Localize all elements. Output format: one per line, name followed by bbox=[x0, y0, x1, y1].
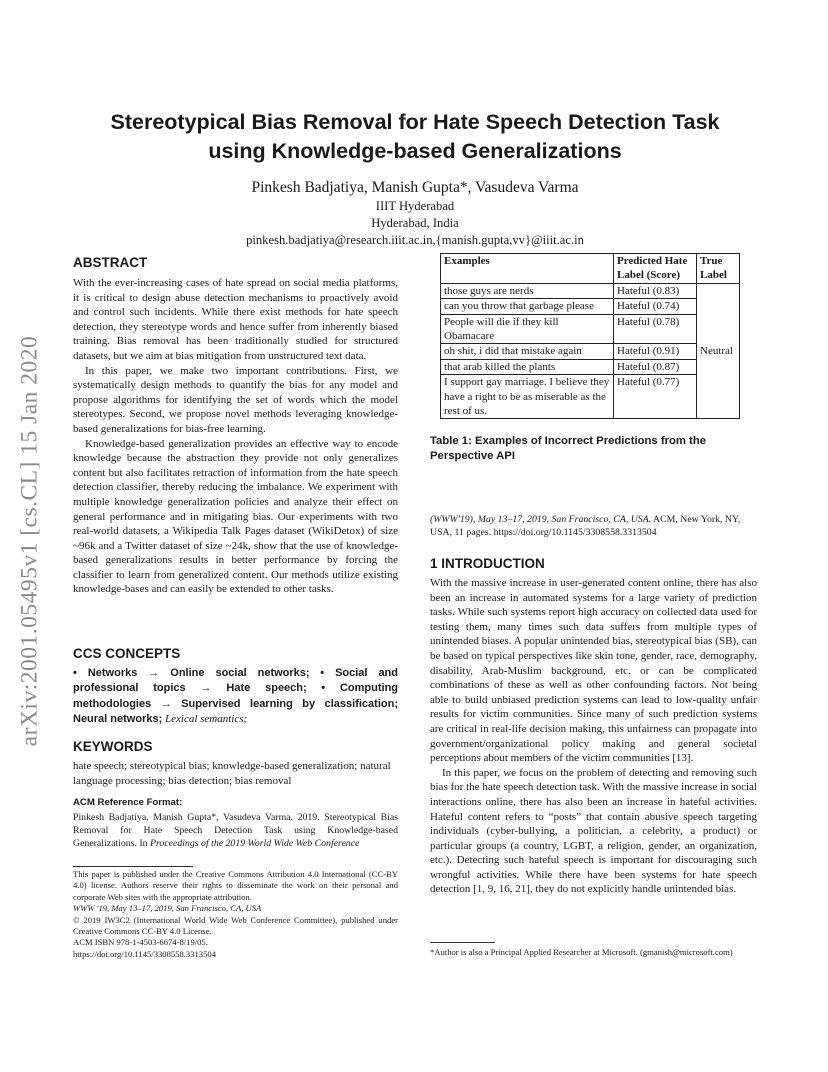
ccs-item: Neural networks; bbox=[73, 713, 163, 726]
table-cell-example: those guys are nerds bbox=[441, 283, 614, 298]
table-cell-example: that arab killed the plants bbox=[441, 359, 614, 374]
affiliation bbox=[60, 198, 770, 249]
title-line-2: using Knowledge-based Generalizations bbox=[208, 139, 622, 163]
table-row bbox=[441, 299, 740, 314]
acm-ref-continuation bbox=[430, 513, 757, 539]
footnote-divider bbox=[73, 866, 193, 867]
table-header-row bbox=[441, 254, 740, 284]
ccs-item: Lexical semantics; bbox=[165, 713, 248, 726]
table-cell-pred: Hateful (0.78) bbox=[614, 314, 697, 344]
keywords-heading: KEYWORDS bbox=[73, 739, 153, 754]
table-cell-pred: Hateful (0.87) bbox=[614, 359, 697, 374]
arxiv-stamp-text: arXiv:2001.05495v1 [cs.CL] 15 Jan 2020 bbox=[16, 335, 43, 747]
author-emails: pinkesh.badjatiya@research.iiit.ac.in,{manish.gupta,vv}@iiit.ac.in bbox=[246, 233, 584, 247]
table-row bbox=[441, 359, 740, 374]
intro-paragraph: With the massive increase in user-generated content online, there has also been an increase in automated systems for a large variety of prediction tasks. While such systems report high accuracy on collected data used for testing them, many times such data suffers from multiple types of unintended biases. A popular unintended bias, stereotypical bias (SB), can be based on typical perspectives like skin tone, gender, race, demography, disability, Arab-Muslim background, etc. or can be complicated combinations of these as well as other confounding factors. Not being able to build unbiased prediction systems can lead to low-quality unfair results for victim communities. Since many of such prediction systems are critical in real-life decision making, this unfairness can propagate into government/organizational policy making and general societal perceptions about members of the victim communities [13]. bbox=[430, 577, 757, 765]
intro-heading: 1 INTRODUCTION bbox=[430, 556, 545, 571]
license-text: This paper is published under the Creative Commons Attribution 4.0 International (CC-BY 4.0) license. Authors reserve their rights to disseminate the work on their personal and corporate Web sites with the appropriate attribution. bbox=[73, 869, 398, 902]
table-cell-example: oh shit, i did that mistake again bbox=[441, 344, 614, 359]
copyright-text: © 2019 IW3C2 (International World Wide Web Conference Committee), published under Creative Commons CC-BY 4.0 License. bbox=[73, 914, 398, 937]
table-cell-example: can you throw that garbage please bbox=[441, 299, 614, 314]
table-cell-pred: Hateful (0.74) bbox=[614, 299, 697, 314]
table-header: True Label bbox=[697, 254, 740, 284]
abstract-paragraph: Knowledge-based generalization provides an effective way to encode knowledge because the abstraction they provide not only generalizes content but also facilitates retraction of information from the hate speech detection classifier, thereby reducing the imbalance. We experiment with multiple knowledge generalization policies and analyze their effect on general performance and in mitigating bias. Our experiments with two real-world datasets, a Wikipedia Talk Pages dataset (WikiDetox) of size ~96k and a Twitter dataset of size ~24k, show that the use of knowledge-based generalizations results in better performance by forcing the classifier to learn from generalized content. Our methods utilize existing knowledge-bases and can easily be extended to other tasks. bbox=[73, 437, 398, 596]
table-row bbox=[441, 375, 740, 419]
arxiv-stamp bbox=[4, 296, 56, 786]
abstract-paragraph: With the ever-increasing cases of hate spread on social media platforms, it is critical to design abuse detection mechanisms to proactively avoid and control such incidents. While there exist methods for hate speech detection, they stereotype words and hence suffer from inherently biased training. Bias removal has been traditionally studied for structured datasets, but we aim at bias mitigation from unstructured text data. bbox=[73, 277, 398, 362]
isbn-text: ACM ISBN 978-1-4503-6674-8/19/05. bbox=[73, 937, 208, 948]
abstract-body bbox=[73, 276, 398, 597]
table-row bbox=[441, 344, 740, 359]
table-header: Predicted Hate Label (Score) bbox=[614, 254, 697, 284]
table-cell-example: I support gay marriage. I believe they have a right to be as miserable as the rest of us. bbox=[441, 375, 614, 419]
conference-line: WWW '19, May 13–17, 2019, San Francisco, CA, USA bbox=[73, 903, 262, 914]
title-line-1: Stereotypical Bias Removal for Hate Speech Detection Task bbox=[110, 110, 720, 134]
intro-paragraph: In this paper, we focus on the problem of detecting and removing such bias for the hate speech detection task. With the massive increase in social interactions online, there has also been an increase in hateful activities. Hateful content refers to “posts” that contain abusive speech targeting individuals (cyber-bullying, a politician, a celebrity, a product) or particular groups (a country, LGBT, a religion, gender, an organization, etc.). Detecting such hateful speech is important for discouraging such wrongful activities. While there have been systems for hate speech detection [1, 9, 16, 21], they do not explicitly handle unintended bias. bbox=[430, 766, 757, 896]
table-row bbox=[441, 283, 740, 298]
table-cell-example: People will die if they kill Obamacare bbox=[441, 314, 614, 344]
footnote-divider bbox=[430, 942, 495, 943]
ccs-concepts bbox=[73, 666, 398, 728]
abstract-paragraph: In this paper, we make two important contributions. First, we systematically design methods to quantify the bias for any model and propose algorithms for identifying the set of words which the model stereotypes. Second, we propose novel methods leveraging knowledge-based generalizations for bias-free learning. bbox=[73, 364, 398, 435]
authors: Pinkesh Badjatiya, Manish Gupta*, Vasudeva Varma bbox=[251, 179, 579, 196]
ccs-item: • Social and professional topics → Hate speech; bbox=[73, 667, 398, 695]
ccs-item: • Computing methodologies → Supervised learning by classification; bbox=[73, 682, 399, 710]
acm-ref-plain: Pinkesh Badjatiya, Manish Gupta*, Vasudeva Varma. 2019. Stereotypical Bias Removal for Hate Speech Detection Task using Knowledge-based Generalizations. In bbox=[73, 812, 398, 850]
author-footnote: *Author is also a Principal Applied Researcher at Microsoft. (gmanish@microsoft.com) bbox=[430, 947, 733, 957]
intro-body bbox=[430, 576, 757, 897]
table-cell-pred: Hateful (0.77) bbox=[614, 375, 697, 419]
ccs-item: • Networks → Online social networks; bbox=[73, 667, 310, 679]
table-header: Examples bbox=[441, 254, 614, 284]
affiliation-line-1: IIIT Hyderabad bbox=[375, 199, 455, 213]
examples-table bbox=[440, 253, 740, 419]
ccs-heading: CCS CONCEPTS bbox=[73, 646, 181, 661]
affiliation-line-2: Hyderabad, India bbox=[371, 216, 459, 230]
table-cell-pred: Hateful (0.91) bbox=[614, 344, 697, 359]
paper-title bbox=[60, 108, 770, 166]
acm-ref-continuation-plain: ACM, New York, NY, USA, 11 pages. https://doi.org/10.1145/3308558.3313504 bbox=[430, 514, 741, 539]
table-cell-true-label: Neutral bbox=[697, 283, 740, 419]
acm-ref-continuation-italic: (WWW'19), May 13–17, 2019, San Francisco, CA, USA. bbox=[430, 514, 652, 525]
keywords-text: hate speech; stereotypical bias; knowledge-based generalization; natural language processing; bias detection; bias removal bbox=[73, 760, 391, 787]
examples-table-wrap bbox=[440, 253, 740, 419]
table-caption: Table 1: Examples of Incorrect Predictions from the Perspective API bbox=[430, 435, 707, 462]
doi-text: https://doi.org/10.1145/3308558.3313504 bbox=[73, 948, 216, 959]
abstract-heading: ABSTRACT bbox=[73, 255, 148, 270]
acm-ref-proceedings: Proceedings of the 2019 World Wide Web Conference bbox=[149, 838, 360, 850]
acm-ref-text bbox=[73, 811, 398, 851]
license-block bbox=[73, 869, 398, 960]
acm-ref-heading: ACM Reference Format: bbox=[73, 797, 183, 808]
table-row bbox=[441, 314, 740, 344]
table-cell-pred: Hateful (0.83) bbox=[614, 283, 697, 298]
